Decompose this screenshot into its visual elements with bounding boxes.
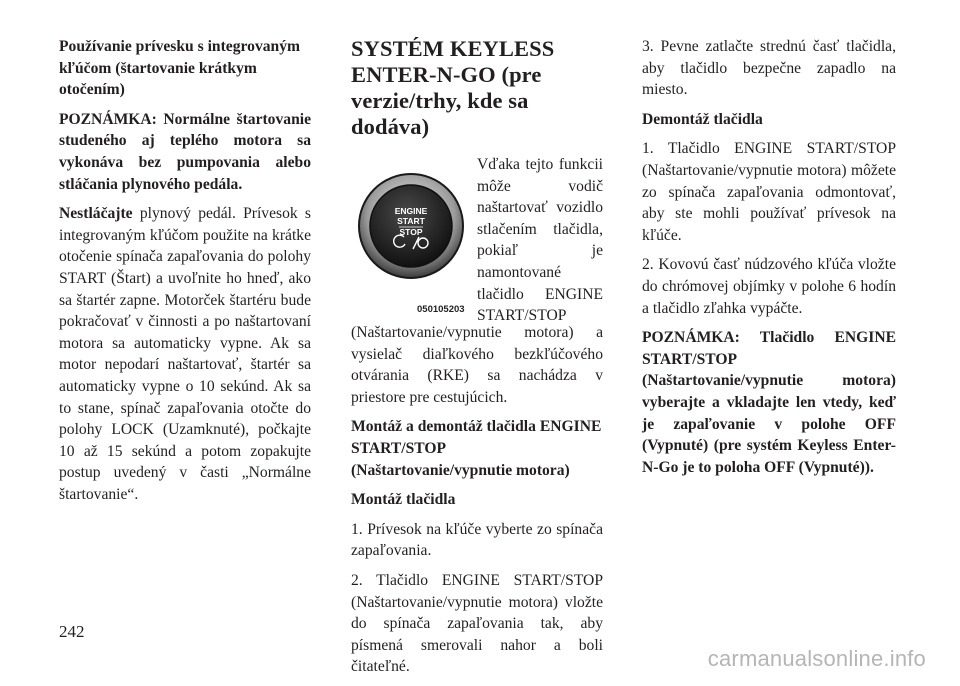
figure-caption: 050105203: [417, 304, 465, 315]
install-step-1: 1. Prívesok na kľúče vyberte zo spínača zapaľovania.: [351, 520, 603, 560]
page-title: SYSTÉM KEYLESS ENTER-N-GO (pre verzie/trhy, kde sa dodáva): [351, 36, 555, 139]
button-label-start: START: [397, 216, 425, 226]
subheading-remove: Demontáž tlačidla: [642, 110, 763, 128]
engine-start-stop-button-image: [351, 158, 466, 294]
intro-text: Vďaka tejto funkcii môže vodič naštartovať vozidlo stlačením tlačidla, pokiaľ je namontované tlačidlo ENGINE START/STOP: [477, 156, 603, 325]
body-lead: Nestláčajte: [59, 205, 133, 223]
watermark: carmanualsonline.info: [707, 646, 926, 671]
subheading-install-remove: Montáž a demontáž tlačidla ENGINE START/STOP (Naštartovanie/vypnutie motora): [351, 418, 602, 479]
body-paragraph: [59, 203, 311, 505]
page-number: 242: [59, 622, 85, 641]
note-remove: POZNÁMKA: Tlačidlo ENGINE START/STOP (Naštartovanie/vypnutie motora) vyberajte a vkladajte len vtedy, keď je zapaľovanie v polohe OFF (Vypnuté) (pre systém Keyless Enter-N-Go je to poloha OFF (Vypnuté)).: [642, 329, 896, 476]
button-label-stop: STOP: [399, 227, 423, 237]
column-1: [59, 36, 311, 513]
body-text: plynový pedál. Prívesok s integrovaným kľúčom použite na krátke otočenie spínača zapaľovania do polohy START (Štart) a uvoľnite ho hneď, ako sa štartér zapne. Motorček štartéru bude pokračovať v činnosti a po naštartovaní motora sa automaticky vypne. Ak sa motor nepodarí naštartovať, štartér sa automaticky vypne o 10 sekúnd. Ak sa to stane, spínač zapaľovania otočte do polohy LOCK (Uzamknuté), počkajte 10 až 15 sekúnd a potom zopakujte postup uvedený v časti „Normálne štartovanie“.: [59, 205, 311, 503]
button-label-engine: ENGINE: [394, 206, 428, 216]
column-3: [642, 36, 896, 486]
remove-step-1: 1. Tlačidlo ENGINE START/STOP (Naštartovanie/vypnutie motora) môžete zo spínača zapaľovania odmontovať, aby ste mohli používať prívesok na kľúče.: [642, 140, 896, 244]
install-step-3: 3. Pevne zatlačte strednú časť tlačidla, aby tlačidlo bezpečne zapadlo na miesto.: [642, 38, 896, 99]
intro-continuation: (Naštartovanie/vypnutie motora) a vysielač diaľkového bezkľúčového otvárania (RKE) sa nachádza v priestore pre cestujúcich.: [351, 324, 603, 406]
figure-block: [351, 154, 603, 325]
subheading-install: Montáž tlačidla: [351, 491, 456, 509]
note-paragraph: POZNÁMKA: Normálne štartovanie studeného aj teplého motora sa vykonáva bez pumpovania alebo stláčania plynového pedála.: [59, 110, 311, 193]
install-step-2: 2. Tlačidlo ENGINE START/STOP (Naštartovanie/vypnutie motora) vložte do spínača zapaľovania tak, aby písmená smerovali nahor a boli čitateľné.: [351, 571, 603, 676]
remove-step-2: 2. Kovovú časť núdzového kľúča vložte do chrómovej objímky v polohe 6 hodín a tlačidlo zľahka vypáčte.: [642, 256, 896, 317]
column-2: [351, 36, 603, 686]
section-heading: Používanie prívesku s integrovaným kľúčom (štartovanie krátkym otočením): [59, 38, 300, 99]
intro-wrap-text: [477, 154, 603, 327]
